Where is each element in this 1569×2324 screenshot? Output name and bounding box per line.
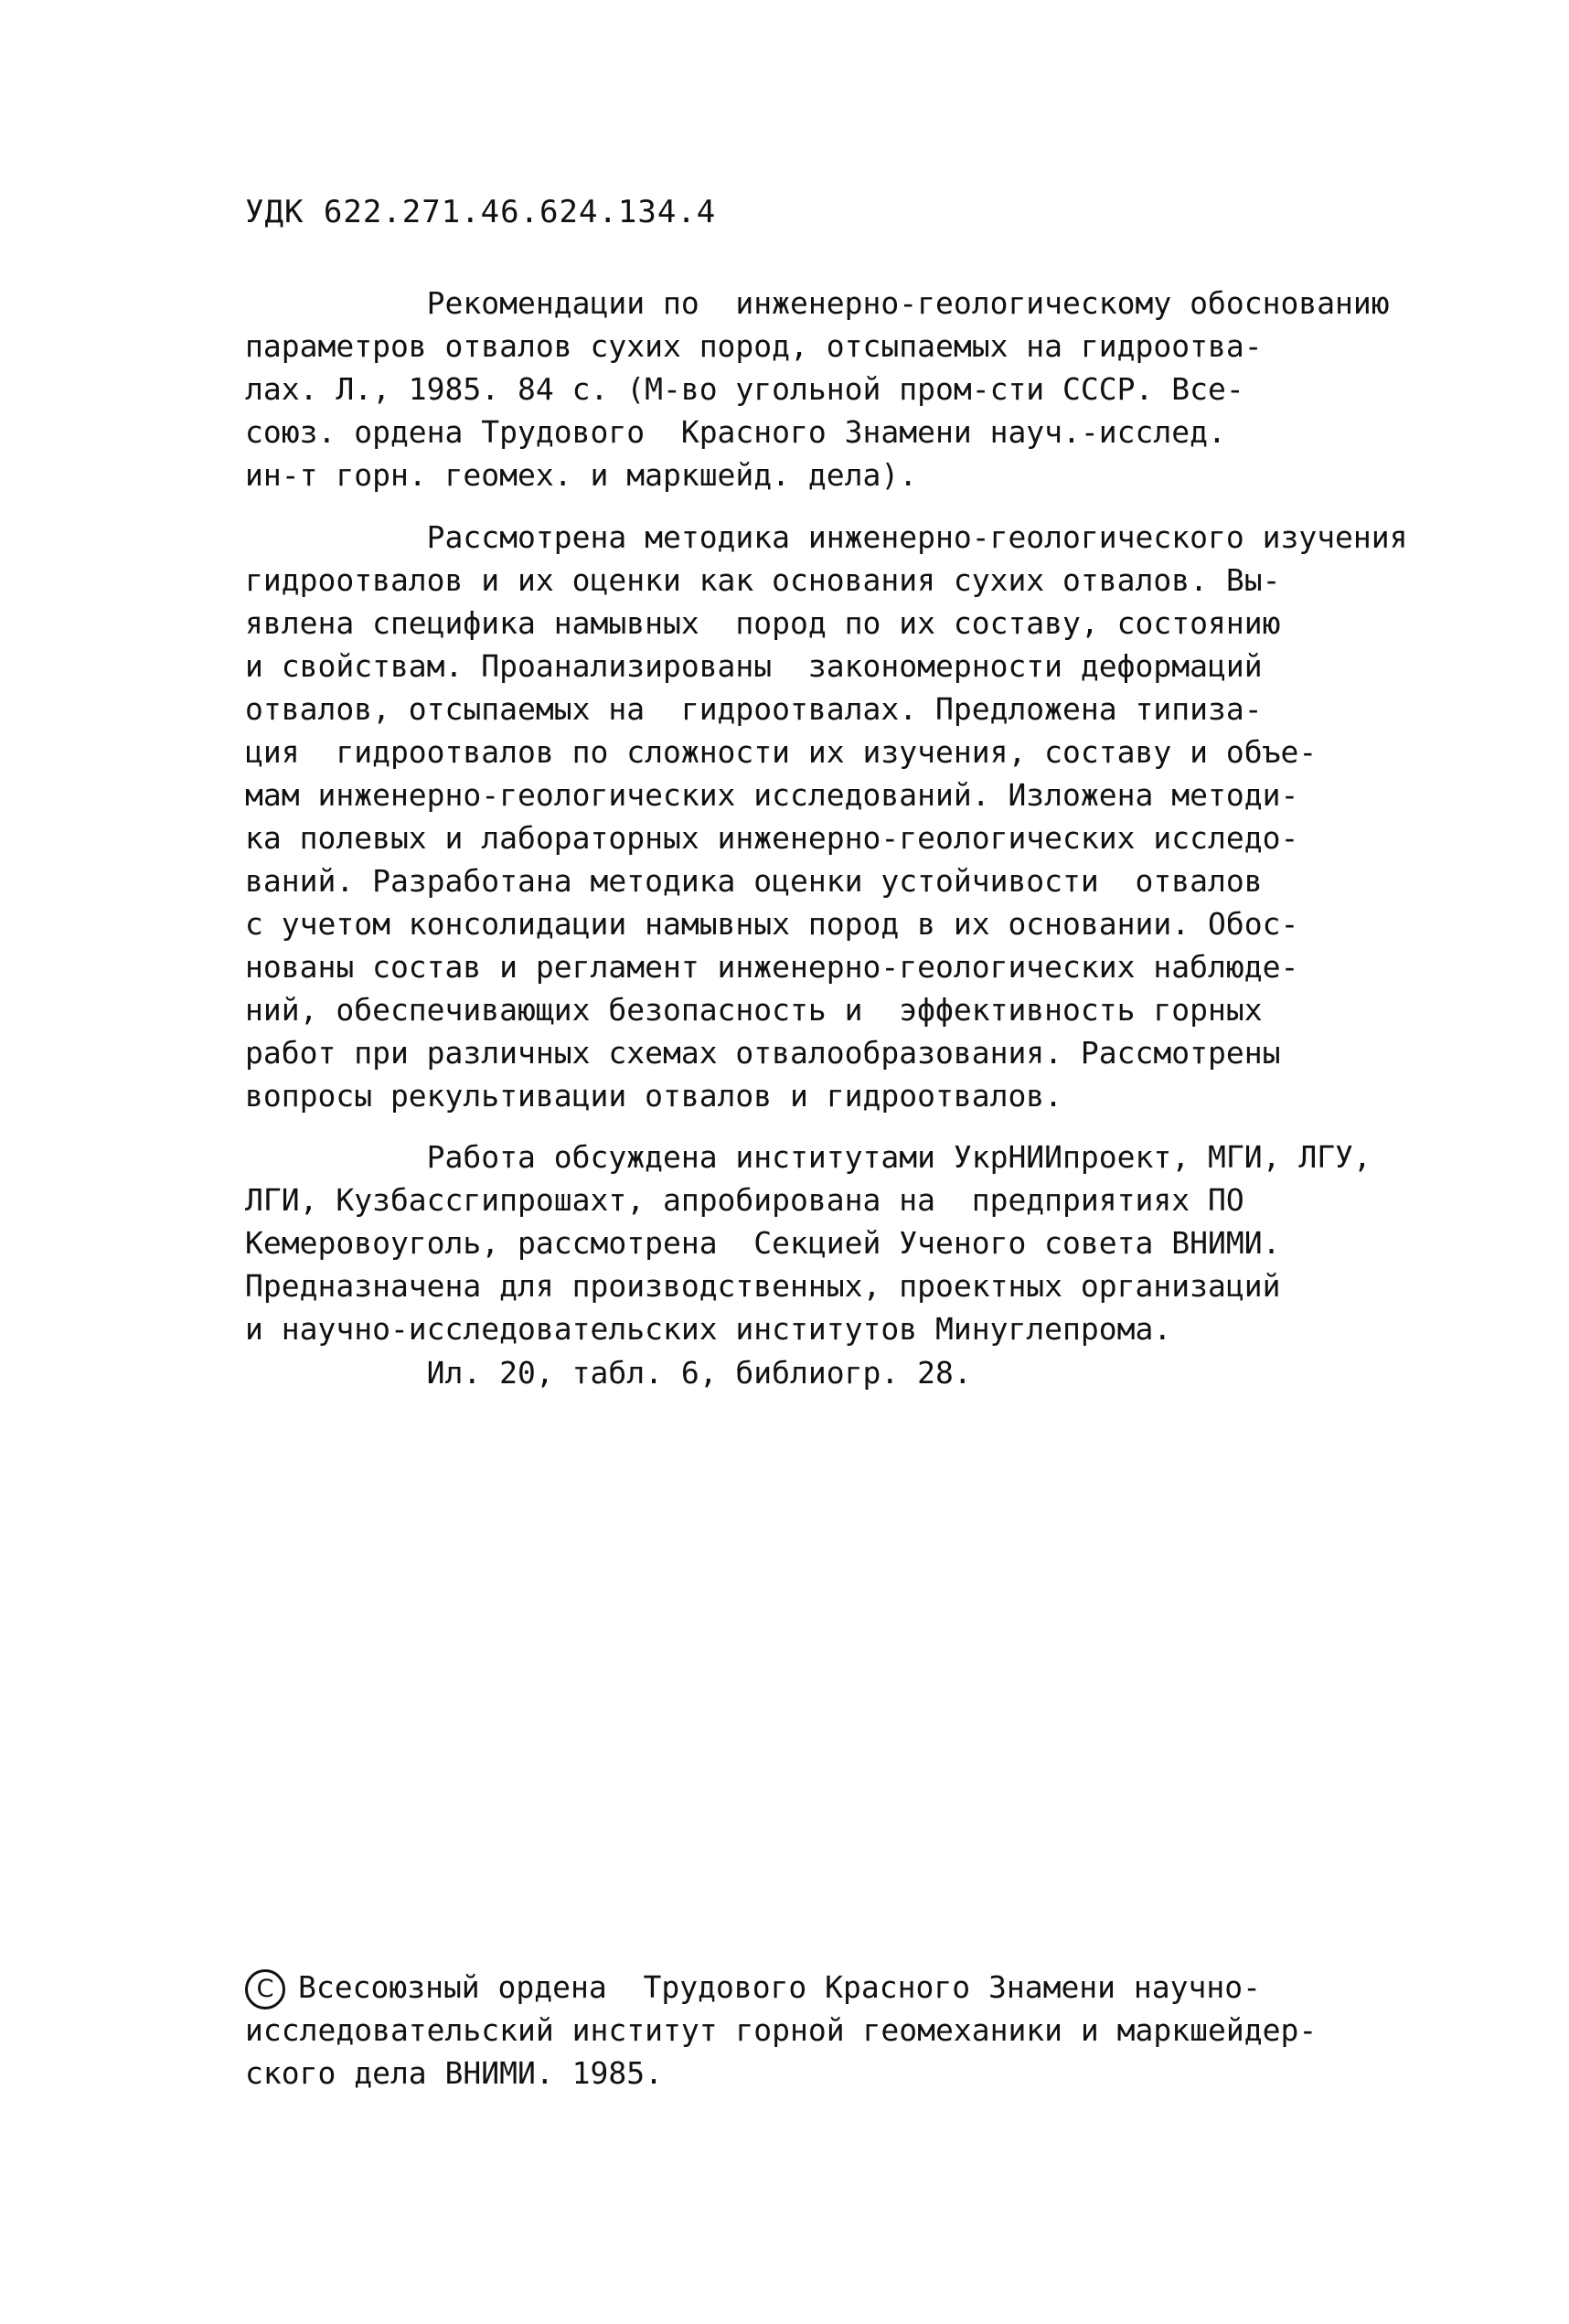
summary-line: Рассмотрена методика инженерно-геологического изучения <box>245 519 1408 555</box>
udk-code: УДК 622.271.46.624.134.4 <box>245 194 717 230</box>
discussion-line: и научно-исследовательских институтов Минуглепрома. <box>245 1311 1172 1347</box>
copyright-text: Всесоюзный ордена Трудового Красного Знамени научно- <box>298 1969 1261 2005</box>
summary-line: гидроотвалов и их оценки как основания сухих отвалов. Вы- <box>245 562 1281 598</box>
summary-line: явлена специфика намывных пород по их составу, состоянию <box>245 605 1281 641</box>
summary-line: нованы состав и регламент инженерно-геологических наблюде- <box>245 949 1299 985</box>
summary-line: вопросы рекультивации отвалов и гидроотвалов. <box>245 1078 1063 1114</box>
discussion-line: Кемеровоуголь, рассмотрена Секцией Ученого совета ВНИМИ. <box>245 1225 1281 1261</box>
summary-paragraph <box>245 516 1408 1117</box>
abstract-line: союз. ордена Трудового Красного Знамени науч.-исслед. <box>245 414 1226 450</box>
summary-line: ция гидроотвалов по сложности их изучения, составу и объе- <box>245 734 1318 770</box>
abstract-line: параметров отвалов сухих пород, отсыпаемых на гидроотва- <box>245 328 1263 364</box>
abstract-line: лах. Л., 1985. 84 с. (М-во угольной пром-сти СССР. Все- <box>245 371 1244 407</box>
discussion-line: ЛГИ, Кузбассгипрошахт, апробирована на предприятиях ПО <box>245 1182 1244 1218</box>
copyright-first-line <box>245 1966 1379 2009</box>
abstract-line: ин-т горн. геомех. и маркшейд. дела). <box>245 457 918 493</box>
summary-line: работ при различных схемах отвалообразования. Рассмотрены <box>245 1035 1281 1071</box>
illustrations-line: Ил. 20, табл. 6, библиогр. 28. <box>245 1355 972 1391</box>
discussion-paragraph <box>245 1135 1372 1350</box>
discussion-line: Работа обсуждена институтами УкрНИИпроект, МГИ, ЛГУ, <box>245 1139 1372 1175</box>
summary-line: мам инженерно-геологических исследований. Изложена методи- <box>245 777 1299 813</box>
summary-line: ний, обеспечивающих безопасность и эффективность горных <box>245 992 1263 1028</box>
copyright-line: исследовательский институт горной геомеханики и маркшейдер- <box>245 2012 1318 2048</box>
summary-line: отвалов, отсыпаемых на гидроотвалах. Предложена типиза- <box>245 691 1263 727</box>
copyright-icon: С <box>245 1969 285 2010</box>
summary-line: и свойствам. Проанализированы закономерности деформаций <box>245 648 1263 684</box>
copyright-notice <box>245 1966 1379 2095</box>
summary-line: ка полевых и лабораторных инженерно-геологических исследо- <box>245 820 1299 856</box>
discussion-line: Предназначена для производственных, проектных организаций <box>245 1268 1281 1304</box>
copyright-line: ского дела ВНИМИ. 1985. <box>245 2055 663 2091</box>
summary-line: с учетом консолидации намывных пород в их основании. Обос- <box>245 906 1299 942</box>
illustrations-note <box>245 1351 1342 1394</box>
abstract-line: Рекомендации по инженерно-геологическому обоснованию <box>245 285 1390 321</box>
bibliographic-abstract <box>245 282 1390 496</box>
summary-line: ваний. Разработана методика оценки устойчивости отвалов <box>245 863 1263 899</box>
